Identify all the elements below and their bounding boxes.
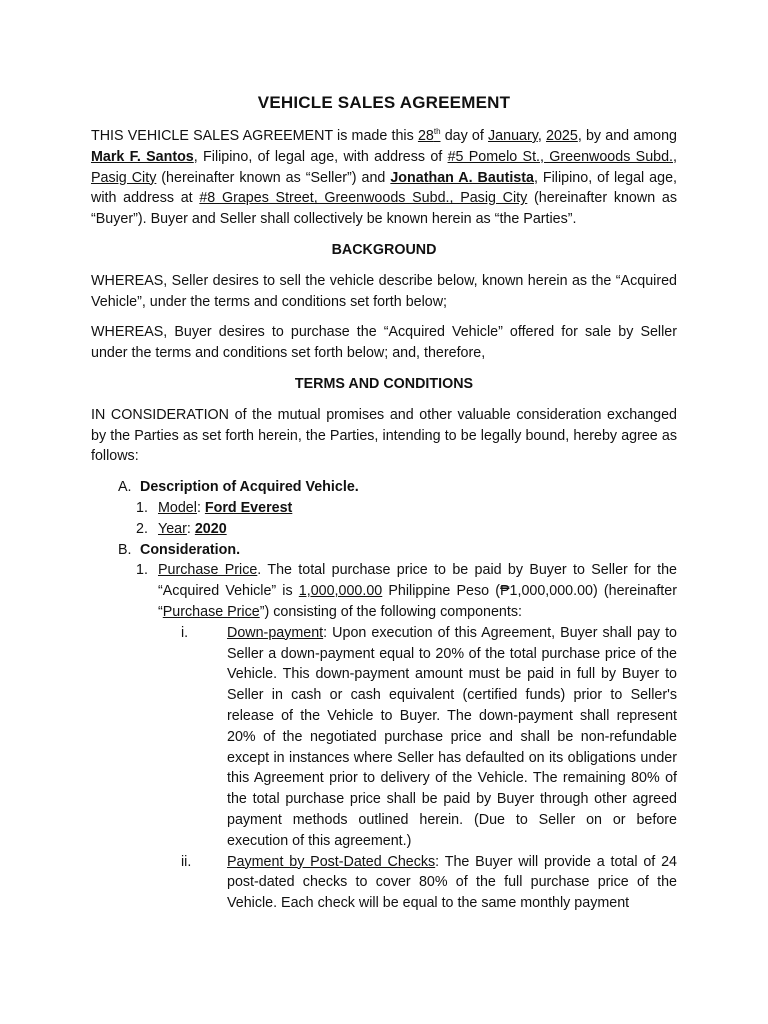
whereas-buyer-paragraph: WHEREAS, Buyer desires to purchase the “Acquired Vehicle” offered for sale by Seller under the terms and conditions set forth below; and, therefore, <box>91 324 677 362</box>
purchase-amount: 1,000,000.00 <box>298 583 383 600</box>
vehicle-year-line <box>158 519 677 540</box>
down-payment-label: Down-payment <box>227 624 324 641</box>
model-value: Ford Everest <box>204 499 293 516</box>
post-dated-checks-item <box>91 852 677 914</box>
terms-heading: TERMS AND CONDITIONS <box>294 375 474 392</box>
year-value: 2020 <box>194 520 227 537</box>
intro-text: , Filipino, of legal age, with address at <box>91 169 677 207</box>
separator: : <box>196 499 205 516</box>
section-a-title: Description of Acquired Vehicle. <box>140 479 359 496</box>
document-page <box>91 93 677 914</box>
section-b <box>91 540 677 561</box>
agreement-day <box>418 128 441 144</box>
intro-text: (hereinafter known as “Seller”) and <box>156 169 391 186</box>
intro-text: , Filipino, of legal age, with address of <box>193 148 448 165</box>
purchase-price-body: ”) consisting of the following components: <box>259 603 522 620</box>
buyer-address: #8 Grapes Street, Greenwoods Subd., Pasig City <box>199 190 528 207</box>
section-a-marker: A. <box>118 479 132 496</box>
down-payment-text <box>227 623 677 852</box>
vehicle-model-line <box>158 498 677 519</box>
item-marker: ii. <box>181 853 192 870</box>
model-label: Model <box>158 499 197 516</box>
purchase-price-body: . The total purchase price to be paid by Buyer to Seller for the “Acquired Vehicle” is <box>158 562 677 600</box>
post-dated-checks-body: : The Buyer will provide a total of 24 post-dated checks to cover 80% of the full purchase price of the Vehicle. Each check will be equal to the same monthly payment <box>227 853 677 912</box>
agreement-year: 2025 <box>546 128 578 144</box>
buyer-name: Jonathan A. Bautista <box>390 169 534 186</box>
section-b-marker: B. <box>118 541 132 558</box>
down-payment-item <box>91 623 677 852</box>
item-marker: 1. <box>136 499 148 516</box>
year-label: Year <box>158 520 187 537</box>
purchase-price-item <box>91 560 677 622</box>
seller-address: #5 Pomelo St., Greenwoods Subd., Pasig City <box>91 148 677 186</box>
item-marker: i. <box>181 624 189 641</box>
purchase-price-body: Philippine Peso (₱1,000,000.00) (hereinafter “ <box>158 583 677 620</box>
document-title: VEHICLE SALES AGREEMENT <box>257 93 511 112</box>
day-number: 28 <box>417 128 434 144</box>
intro-text: (hereinafter known as “Buyer”). Buyer and Seller shall collectively be known herein as “the Parties”. <box>91 190 677 228</box>
list-item <box>91 519 677 540</box>
background-heading: BACKGROUND <box>331 241 437 258</box>
post-dated-checks-label: Payment by Post-Dated Checks <box>227 853 436 870</box>
consideration-paragraph: IN CONSIDERATION of the mutual promises and other valuable consideration exchanged by the Parties as set forth herein, the Parties, intending to be legally bound, hereby agree as follows: <box>91 406 677 465</box>
section-b-title: Consideration. <box>140 541 241 558</box>
list-item <box>91 498 677 519</box>
seller-name: Mark F. Santos <box>91 148 194 165</box>
post-dated-checks-text <box>227 852 677 914</box>
purchase-price-label: Purchase Price <box>158 562 258 579</box>
day-suffix: th <box>433 127 441 136</box>
separator: : <box>186 520 195 537</box>
down-payment-body: : Upon execution of this Agreement, Buyer shall pay to Seller a down-payment equal to 20% of the total purchase price of the Vehicle. This down-payment amount must be paid in full by Buyer to Seller in cash or cash equivalent (certified funds) prior to Seller's release of the Vehicle to Buyer. The down-payment shall represent 20% of the negotiated purchase price and shall be non-refundable except in instances where Seller has defaulted on its obligations under this Agreement prior to delivery of the Vehicle. The remaining 80% of the total purchase price shall be paid by Buyer through other agreed payment methods outlined herein. (Due to Seller on or before execution of this agreement.) <box>227 624 677 849</box>
defined-term: Purchase Price <box>162 603 260 620</box>
item-marker: 2. <box>136 520 148 537</box>
intro-text: day of <box>440 128 489 144</box>
intro-text: , by and among <box>577 128 677 144</box>
whereas-seller-paragraph: WHEREAS, Seller desires to sell the vehicle describe below, known herein as the “Acquired Vehicle”, under the terms and conditions set forth below; <box>91 272 677 310</box>
agreement-month: January <box>488 128 538 144</box>
intro-text: , <box>537 128 546 144</box>
section-a <box>91 477 677 498</box>
intro-paragraph <box>91 126 677 230</box>
intro-text: THIS VEHICLE SALES AGREEMENT is made this <box>91 128 418 144</box>
purchase-price-text <box>158 560 677 622</box>
item-marker: 1. <box>136 562 148 579</box>
